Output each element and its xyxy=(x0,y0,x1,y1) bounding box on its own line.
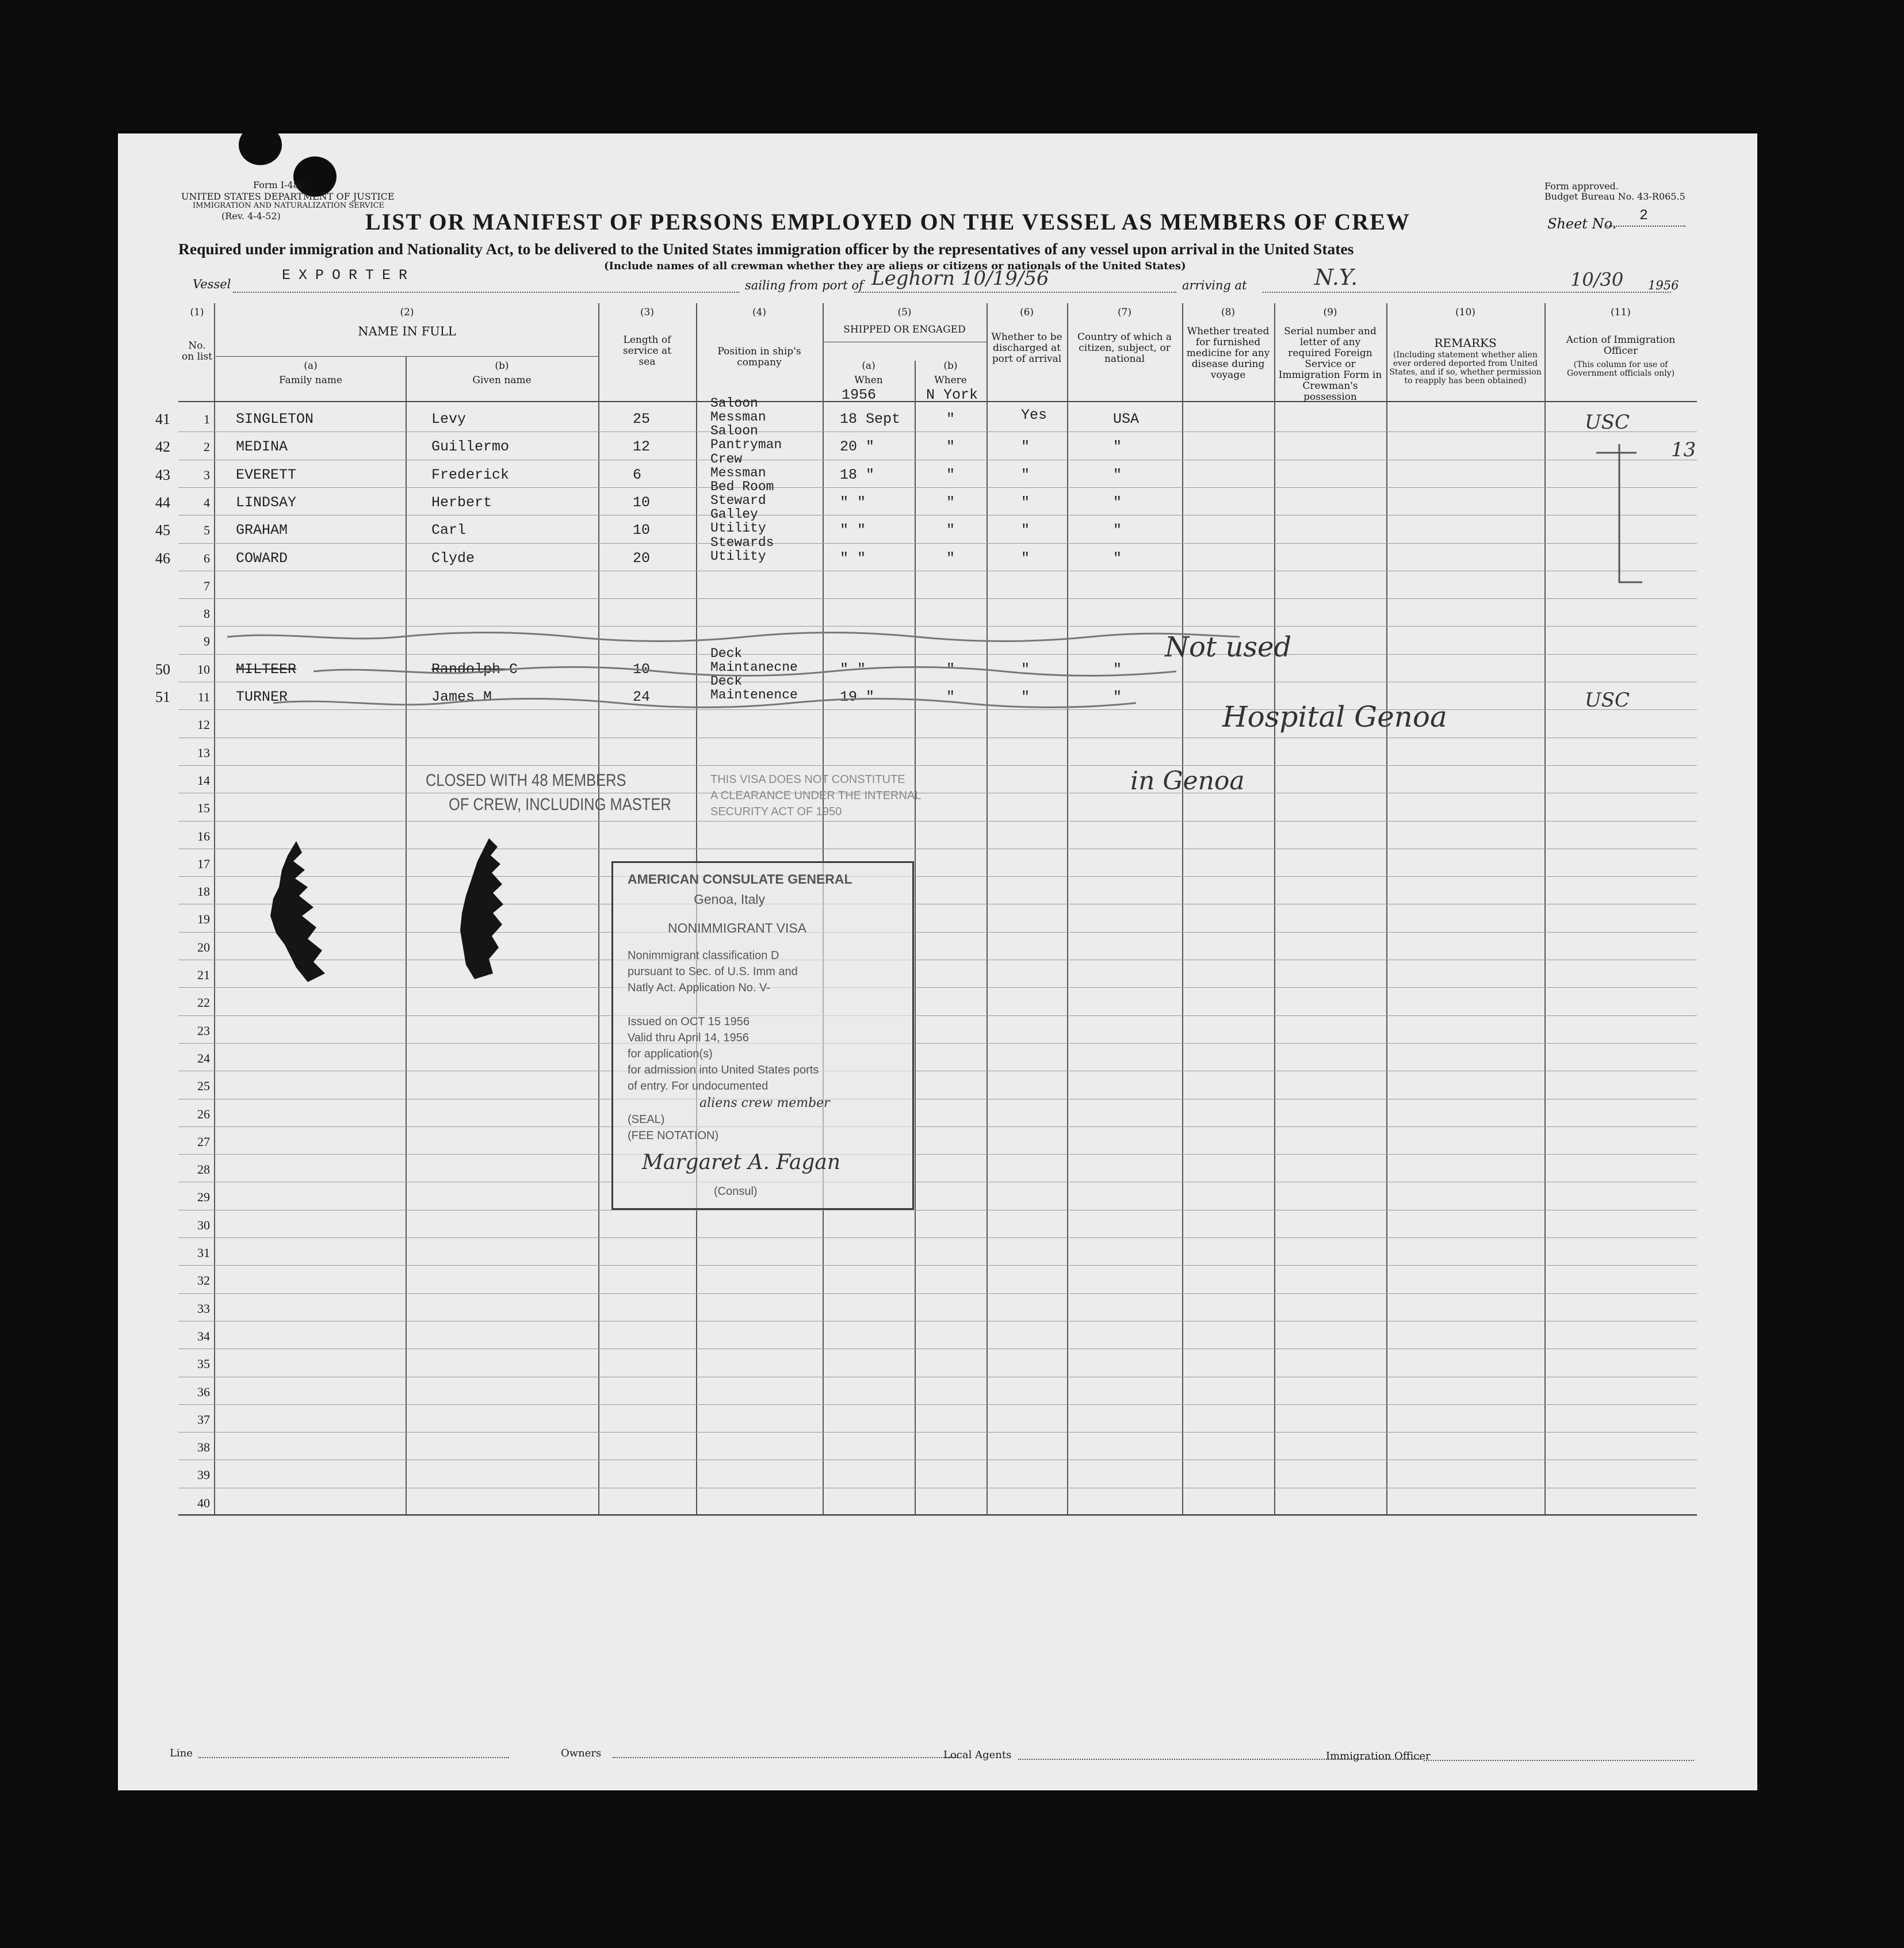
row-number: 20 xyxy=(197,939,210,954)
row-service: 10 xyxy=(633,522,651,539)
row-where: " xyxy=(946,438,955,456)
row-number: 22 xyxy=(197,995,210,1010)
row-number: 18 xyxy=(197,884,210,899)
row-officer: 13 xyxy=(1671,438,1696,462)
row-discharge: " xyxy=(1021,660,1030,678)
row-rule xyxy=(178,598,1697,599)
footer-agents-label: Local Agents xyxy=(943,1749,1012,1761)
row-country: USA xyxy=(1113,411,1140,427)
row-left: 43 xyxy=(155,466,170,483)
row-position-line1: Saloon xyxy=(710,396,758,411)
row-number: 25 xyxy=(197,1079,210,1094)
row-left: 41 xyxy=(155,411,170,427)
row-number: 34 xyxy=(197,1328,210,1343)
row-number: 15 xyxy=(197,801,210,816)
genoa-note: in Genoa xyxy=(1130,766,1245,796)
col-length-of-service: Length of service at sea xyxy=(623,334,671,368)
row-number: 1 xyxy=(204,412,210,426)
row-left: 44 xyxy=(155,494,170,511)
row-given: James M xyxy=(431,689,492,705)
row-number: 9 xyxy=(204,634,210,649)
form-note: (Include names of all crewman whether they are aliens or citizens or nationals of the United States) xyxy=(604,260,1186,272)
row-given: Randolph C xyxy=(431,660,518,678)
col-remarks: REMARKS xyxy=(1434,336,1497,350)
row-rule xyxy=(178,1015,1697,1016)
row-service: 6 xyxy=(633,466,642,483)
strike-through-lines xyxy=(216,611,1280,732)
form-number: Form I-480 xyxy=(253,179,305,190)
col-discharge: Whether to be discharged at port of arrival xyxy=(991,331,1062,365)
arriving-label: arriving at xyxy=(1182,278,1247,292)
row-given: Herbert xyxy=(431,494,492,511)
row-when: 18 Sept xyxy=(840,411,901,427)
row-position-line2: Pantryman xyxy=(710,437,782,453)
row-officer: USC xyxy=(1585,689,1630,712)
row-rule xyxy=(178,1265,1697,1266)
row-number: 14 xyxy=(197,773,210,788)
row-number: 19 xyxy=(197,912,210,927)
row-given: Frederick xyxy=(431,466,510,483)
closed-stamp-line2: OF CREW, INCLUDING MASTER xyxy=(449,795,671,814)
vessel-label: Vessel xyxy=(193,277,231,291)
sailing-label: sailing from port of xyxy=(745,278,863,292)
sheet-label: Sheet No. xyxy=(1547,216,1617,232)
row-family: EVERETT xyxy=(236,466,297,483)
row-left: 50 xyxy=(155,660,170,678)
punch-hole xyxy=(239,125,282,165)
col-shipped-or-engaged: SHIPPED OR ENGAGED xyxy=(843,324,966,335)
row-number: 3 xyxy=(204,467,210,482)
row-number: 2 xyxy=(204,440,210,454)
row-rule xyxy=(178,431,1697,432)
row-position-line2: Steward xyxy=(710,492,766,508)
row-family: SINGLETON xyxy=(236,411,314,427)
row-given: Levy xyxy=(431,411,467,427)
visa-note-1: THIS VISA DOES NOT CONSTITUTE xyxy=(710,773,905,786)
row-where: " xyxy=(946,660,955,678)
row-rule xyxy=(178,1154,1697,1155)
row-number: 21 xyxy=(197,968,210,982)
footer-officer-label: Immigration Officer xyxy=(1326,1750,1431,1762)
redaction-mark xyxy=(267,841,337,985)
row-left: 46 xyxy=(155,549,170,567)
budget-bureau: Budget Bureau No. 43-R065.5 xyxy=(1544,191,1685,202)
col-no-on-list: No. on list xyxy=(181,340,213,362)
row-rule xyxy=(178,1293,1697,1294)
vessel-name: EXPORTER xyxy=(282,267,416,284)
consulate-visa-stamp: AMERICAN CONSULATE GENERAL Genoa, Italy NONIMMIGRANT VISA Nonimmigrant classification D pursuant to Sec. of U.S. Imm and Natly Act. Application No. V- Issued on OCT 15 1956 Valid thru April 14, 1956 for application(s) for admission into United States ports of entry. For undocumented aliens crew member (SEAL) (FEE NOTATION) Margaret A. Fagan (Consul) xyxy=(611,861,914,1210)
row-number: 30 xyxy=(197,1217,210,1232)
not-used-note: Not used xyxy=(1165,631,1292,663)
sheet-number: 2 xyxy=(1639,207,1649,224)
row-position-line1: Deck xyxy=(710,674,743,689)
row-number: 12 xyxy=(197,717,210,732)
sailing-port: Leghorn 10/19/56 xyxy=(871,267,1049,290)
row-family: LINDSAY xyxy=(236,494,297,511)
row-rule xyxy=(178,1126,1697,1127)
col-when: When xyxy=(854,375,883,386)
row-position-line2: Messman xyxy=(710,410,766,425)
row-number: 35 xyxy=(197,1357,210,1372)
row-service: 24 xyxy=(633,689,651,705)
row-country: " xyxy=(1113,660,1122,678)
agency-service: IMMIGRATION AND NATURALIZATION SERVICE xyxy=(193,201,385,210)
row-family: TURNER xyxy=(236,689,288,705)
row-number: 36 xyxy=(197,1384,210,1399)
row-position-line2: Maintanecne xyxy=(710,659,798,675)
row-rule xyxy=(178,987,1697,988)
footer-owners-label: Owners xyxy=(561,1747,602,1759)
row-service: 20 xyxy=(633,549,651,567)
row-position-line1: Stewards xyxy=(710,534,774,550)
row-number: 37 xyxy=(197,1412,210,1427)
row-country: " xyxy=(1113,466,1122,483)
row-discharge: " xyxy=(1021,549,1030,567)
col-position: Position in ship's company xyxy=(717,346,801,368)
col-medicine: Whether treated for furnished medicine for any disease during voyage xyxy=(1186,326,1270,381)
col-officer-note: (This column for use of Government officials only) xyxy=(1566,360,1675,378)
row-discharge: " xyxy=(1021,494,1030,511)
row-family: MILTEER xyxy=(236,660,297,678)
row-left: 45 xyxy=(155,522,170,539)
row-position-line1: Bed Room xyxy=(710,479,774,494)
row-country: " xyxy=(1113,494,1122,511)
row-rule xyxy=(178,876,1697,877)
row-when: 19 " xyxy=(840,689,875,705)
row-number: 38 xyxy=(197,1440,210,1455)
row-number: 29 xyxy=(197,1190,210,1205)
row-number: 26 xyxy=(197,1106,210,1121)
col-where: Where xyxy=(934,375,967,386)
col-name-in-full: NAME IN FULL xyxy=(358,324,456,338)
hospital-note: Hospital Genoa xyxy=(1222,700,1447,734)
row-where: " xyxy=(946,466,955,483)
row-position-line2: Utility xyxy=(710,521,766,536)
col-serial-number: Serial number and letter of any required Foreign Service or Immigration Form in Crewman's possession xyxy=(1278,326,1382,403)
arrival-date: 10/30 xyxy=(1570,269,1624,291)
row-where: " xyxy=(946,689,955,705)
form-revision: (Rev. 4-4-52) xyxy=(221,211,281,221)
officer-bracket-mark xyxy=(1579,410,1654,738)
redaction-mark xyxy=(457,838,509,982)
row-country: " xyxy=(1113,522,1122,539)
row-number: 11 xyxy=(197,690,210,704)
row-number: 32 xyxy=(197,1273,210,1288)
year-label: 1956 xyxy=(1648,278,1679,292)
col-remarks-note: (Including statement whether alien ever ordered deported from United States, and if so, whether permission to reapply has been obtained) xyxy=(1389,350,1542,385)
visa-note-3: SECURITY ACT OF 1950 xyxy=(710,805,842,818)
row-position-line1: Crew xyxy=(710,451,743,467)
row-number: 28 xyxy=(197,1162,210,1177)
row-where: " xyxy=(946,494,955,511)
row-given: Carl xyxy=(431,522,467,539)
row-when: " " xyxy=(840,522,866,539)
manifest-sheet: Form I-480 UNITED STATES DEPARTMENT OF JUSTICE IMMIGRATION AND NATURALIZATION SERVICE (Rev. 4-4-52) Form approved. Budget Bureau No. 43-R065.5 LIST OR MANIFEST OF PERSONS EMPLOYED ON THE VESSEL AS MEMBERS OF CREW Sheet No. 2 Required under immigration and Nationality Act, to be delivered to the United States immigration officer by the representatives of any vessel upon arrival in the United States (Include names of all crewman whether they are aliens or citizens or nationals of the United States) Vessel EXPORTER sailing from port of Leghorn 10/19/56 arriving at N.Y. 10/30 1956 (1) No. on list (2) NAME IN FULL (a) Family name (b) Given name (3) Length of service at sea (4) Position in ship's company (5) SHIPPED OR ENGAGED (a) When (b) Where (6) Whether to be discharged at port of arrival (7) Country of which a citizen, subject, or national (8) Whether treated for furnished medicine for any disease during voyage (9) Serial number and letter of any required Foreign Service or Immigration Form in Crewman's possession (10) REMARKS (Including statement whether alien ever ordered deported from United States, and if so, whether permission to reapply has been obtained) (11) Action of Immigration Officer (This column for use of Government officials only) 1956 N York Yes 1 2 3 4 5 6 7 8 9 10 11 12 13 14 15 16 17 18 19 20 21 22 23 24 25 26 27 28 29 30 31 32 33 34 35 36 37 38 39 40 41 SINGLETON Levy 25 18 Sept " USA USC Saloon Messman 42 MEDINA Guillermo 12 20 " " " " 13 Saloon Pantryman 43 EVERETT Frederick 6 18 " " " " Crew Messman 44 LINDSAY Herbert 10 " " " " " Bed Room Steward 45 GRAHAM Carl 10 " " " " " Galley Utility 46 COWARD Clyde 20 " " " " " Stewards Utility 50 MILTEER Randolph C 10 " " " " " Deck Maintanecne 51 TURNER James M 24 19 " " " " USC Deck Maintenence Not used Hospital Genoa in Genoa CLOSED WITH 48 MEMBERS OF CREW, INCLUDING MASTER THIS VISA DOES NOT CONSTITUTE A CLEARANCE UNDER THE INTERNAL SECURITY ACT OF 1950 AMERICAN CONSULATE GENERAL Genoa, Italy NONIMMIGRANT VISA Nonimmigrant classification D pursuant to Sec. of U.S. Imm and Natly Act. Application No. V- Issued on OCT 15 1956 Valid thru April 14, 1956 for application(s) for admission into United States ports of entry. For undocumented aliens crew member (SEAL) (FEE NOTATION) Margaret A. Fagan (Consul) Line Owners Local Agents Immigration Officer xyxy=(118,133,1757,1790)
row-family: COWARD xyxy=(236,549,288,567)
row-rule xyxy=(178,1404,1697,1405)
row-rule xyxy=(178,1515,1697,1516)
row-position-line1: Saloon xyxy=(710,423,758,439)
col-family-name: Family name xyxy=(278,375,343,386)
row-country: " xyxy=(1113,549,1122,567)
shipped-city: N York xyxy=(926,387,978,403)
row-discharge: " xyxy=(1021,522,1030,539)
col-given-name: Given name xyxy=(472,375,532,386)
row-rule xyxy=(178,1237,1697,1238)
shipped-year: 1956 xyxy=(842,387,877,403)
row-number: 31 xyxy=(197,1246,210,1260)
form-title: LIST OR MANIFEST OF PERSONS EMPLOYED ON THE VESSEL AS MEMBERS OF CREW xyxy=(365,209,1410,235)
row-discharge: " xyxy=(1021,466,1030,483)
row-where: " xyxy=(946,522,955,539)
arrival-port: N.Y. xyxy=(1314,265,1358,290)
row-rule xyxy=(178,1432,1697,1433)
consul-signature: Margaret A. Fagan xyxy=(642,1151,841,1174)
visa-note-2: A CLEARANCE UNDER THE INTERNAL xyxy=(710,789,922,802)
row-when: " " xyxy=(840,494,866,511)
row-number: 24 xyxy=(197,1051,210,1065)
row-number: 8 xyxy=(204,606,210,621)
row-rule xyxy=(178,821,1697,822)
row-service: 12 xyxy=(633,438,651,456)
row-position-line2: Maintenence xyxy=(710,687,798,702)
row-rule xyxy=(178,1043,1697,1044)
row-number: 39 xyxy=(197,1468,210,1483)
row-family: MEDINA xyxy=(236,438,288,456)
row-position-line1: Deck xyxy=(710,645,743,661)
row-rule xyxy=(178,932,1697,933)
row-when: 18 " xyxy=(840,466,875,483)
row-position-line1: Galley xyxy=(710,507,758,522)
row-number: 27 xyxy=(197,1134,210,1149)
row-when: 20 " xyxy=(840,438,875,456)
row-rule xyxy=(178,487,1697,488)
col-officer-action: Action of Immigration Officer xyxy=(1566,334,1676,357)
row-number: 5 xyxy=(204,523,210,538)
row-number: 7 xyxy=(204,578,210,593)
col-country: Country of which a citizen, subject, or national xyxy=(1077,331,1172,365)
row-service: 25 xyxy=(633,411,651,427)
form-subtitle: Required under immigration and Nationality Act, to be delivered to the United States immigration officer by the representatives of any vessel upon arrival in the United States xyxy=(178,240,1354,258)
row-where: " xyxy=(946,411,955,427)
row-given: Clyde xyxy=(431,549,475,567)
row-where: " xyxy=(946,549,955,567)
row-officer: USC xyxy=(1585,411,1630,434)
row-number: 10 xyxy=(197,662,210,677)
row-left: 42 xyxy=(155,438,170,456)
row-rule xyxy=(178,543,1697,544)
row-number: 13 xyxy=(197,745,210,760)
row-when: " " xyxy=(840,660,866,678)
row-number: 40 xyxy=(197,1495,210,1510)
agency-name: UNITED STATES DEPARTMENT OF JUSTICE xyxy=(181,191,395,202)
row-position-line2: Messman xyxy=(710,465,766,480)
footer-line-label: Line xyxy=(170,1747,193,1759)
row-number: 17 xyxy=(197,856,210,871)
row-number: 33 xyxy=(197,1301,210,1316)
row-number: 4 xyxy=(204,495,210,510)
row-country: " xyxy=(1113,689,1122,705)
form-approval: Form approved. xyxy=(1544,181,1619,192)
row-service: 10 xyxy=(633,494,651,511)
row-number: 6 xyxy=(204,551,210,566)
discharge-yes: Yes xyxy=(1021,407,1047,423)
row-when: " " xyxy=(840,549,866,567)
row-rule xyxy=(178,765,1697,766)
row-country: " xyxy=(1113,438,1122,456)
closed-stamp-line1: CLOSED WITH 48 MEMBERS xyxy=(426,771,626,790)
row-left: 51 xyxy=(155,689,170,705)
row-given: Guillermo xyxy=(431,438,510,456)
row-service: 10 xyxy=(633,660,651,678)
row-family: GRAHAM xyxy=(236,522,288,539)
row-number: 23 xyxy=(197,1023,210,1038)
row-number: 16 xyxy=(197,828,210,843)
row-discharge: " xyxy=(1021,689,1030,705)
row-position-line2: Utility xyxy=(710,548,766,564)
row-discharge: " xyxy=(1021,438,1030,456)
